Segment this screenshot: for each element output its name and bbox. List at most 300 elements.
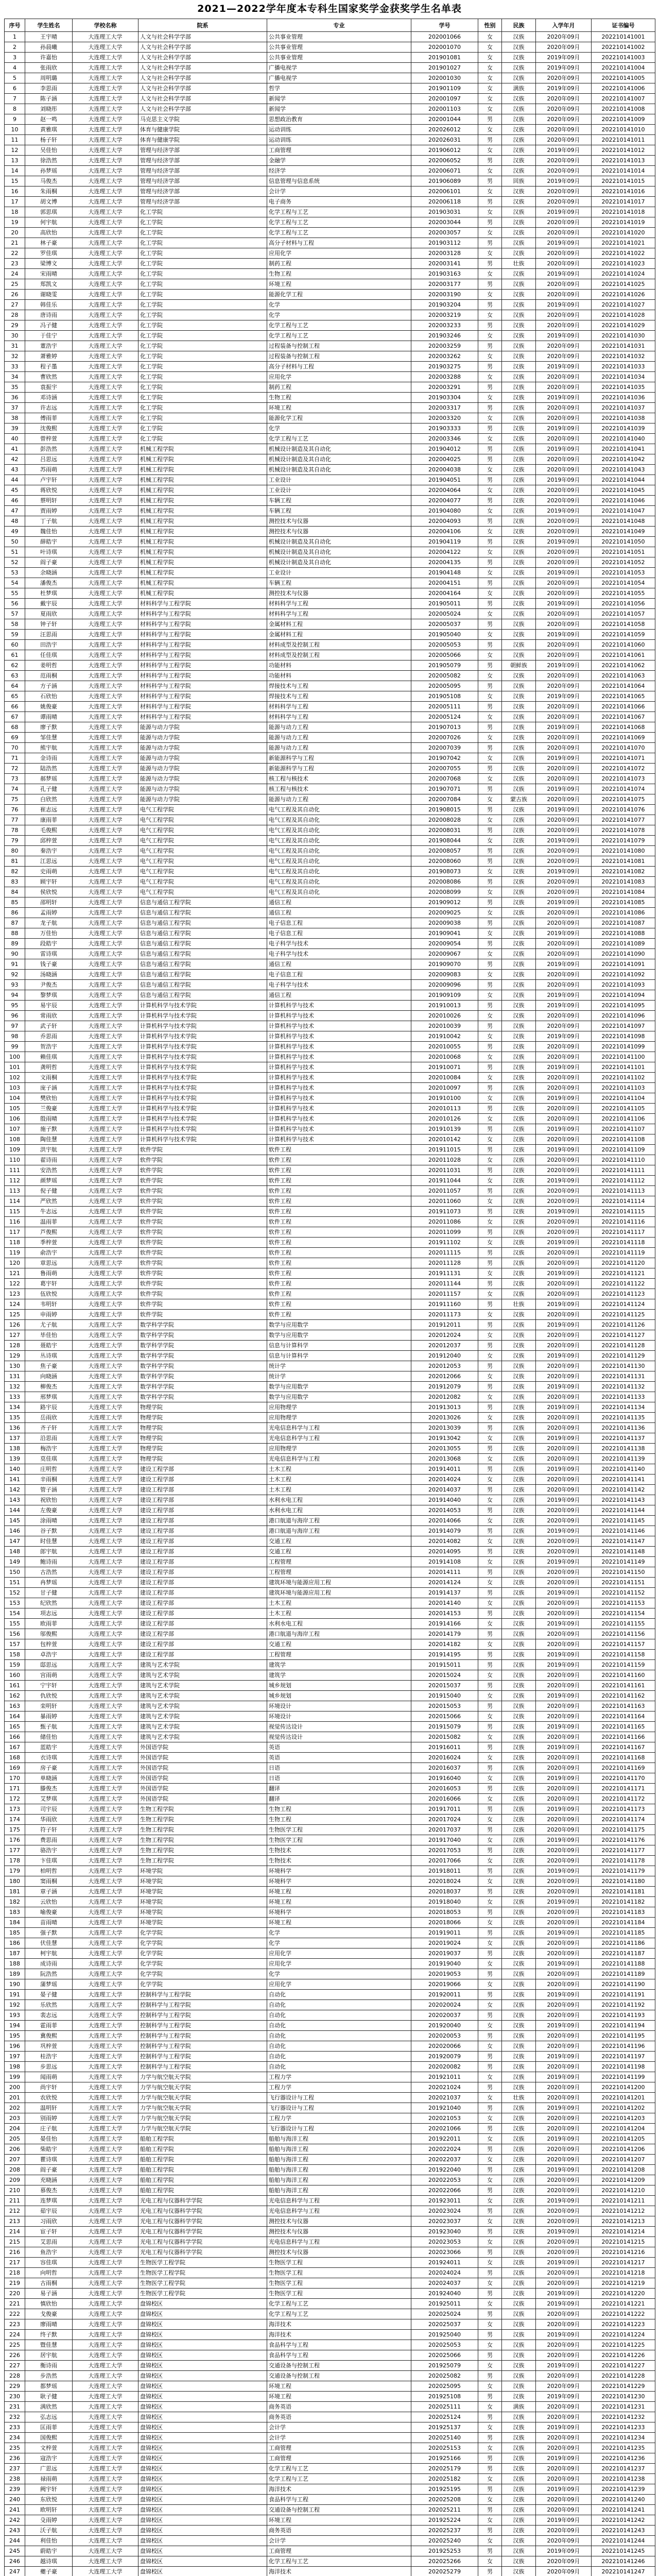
cell-student-id: 202012037 <box>411 1341 478 1351</box>
cell-index: 42 <box>5 454 25 465</box>
cell-enrollment: 2019年09月 <box>536 1660 592 1670</box>
cell-department: 计算机科学与技术学院 <box>138 1011 267 1021</box>
cell-name: 马俊杰 <box>25 176 73 187</box>
cell-enrollment: 2020年09月 <box>536 970 592 980</box>
table-row <box>5 2299 655 2309</box>
cell-student-id: 201908015 <box>411 805 478 815</box>
cell-major: 软件工程 <box>267 1310 411 1320</box>
table-row <box>5 537 655 547</box>
cell-student-id: 202021066 <box>411 2124 478 2134</box>
cell-name: 华雨欣 <box>25 1815 73 1825</box>
cell-major: 电气工程及其自动化 <box>267 846 411 856</box>
table-row <box>5 2536 655 2546</box>
cell-gender: 男 <box>478 1866 502 1876</box>
table-row <box>5 2361 655 2371</box>
table-row <box>5 2526 655 2536</box>
cell-index: 69 <box>5 733 25 743</box>
cell-major: 材料成型及控制工程 <box>267 640 411 650</box>
cell-name: 邵明轩 <box>25 897 73 908</box>
cell-gender: 女 <box>478 1011 502 1021</box>
cell-major: 计算机科学与技术 <box>267 1114 411 1124</box>
cell-name: 管子涵 <box>25 1485 73 1495</box>
table-row <box>5 1897 655 1907</box>
cell-certificate: 202210141168 <box>592 1753 655 1763</box>
cell-enrollment: 2020年09月 <box>536 1701 592 1711</box>
cell-ethnicity: 汉族 <box>502 2392 536 2402</box>
cell-ethnicity: 汉族 <box>502 217 536 228</box>
table-row <box>5 836 655 846</box>
cell-enrollment: 2020年09月 <box>536 980 592 990</box>
cell-enrollment: 2020年09月 <box>536 1073 592 1083</box>
cell-gender: 女 <box>478 506 502 516</box>
cell-name: 阎子豪 <box>25 557 73 568</box>
cell-school: 大连理工大学 <box>73 1423 138 1433</box>
cell-school: 大连理工大学 <box>73 537 138 547</box>
cell-certificate: 202210141241 <box>592 2505 655 2515</box>
cell-certificate: 202210141006 <box>592 83 655 94</box>
table-row <box>5 485 655 496</box>
cell-enrollment: 2020年09月 <box>536 2443 592 2453</box>
cell-certificate: 202210141244 <box>592 2536 655 2546</box>
cell-name: 寇浩宇 <box>25 2453 73 2464</box>
cell-enrollment: 2019年09月 <box>536 2227 592 2237</box>
cell-index: 190 <box>5 1979 25 1990</box>
cell-ethnicity: 蒙古族 <box>502 794 536 805</box>
cell-certificate: 202210141090 <box>592 949 655 959</box>
cell-name: 黎梦琪 <box>25 990 73 1001</box>
cell-student-id: 201925108 <box>411 2392 478 2402</box>
table-row <box>5 846 655 856</box>
table-row <box>5 2495 655 2505</box>
cell-index: 222 <box>5 2309 25 2319</box>
cell-school: 大连理工大学 <box>73 114 138 125</box>
cell-enrollment: 2019年09月 <box>536 599 592 609</box>
cell-index: 209 <box>5 2175 25 2185</box>
cell-school: 大连理工大学 <box>73 764 138 774</box>
table-row <box>5 980 655 990</box>
cell-student-id: 202005082 <box>411 671 478 681</box>
cell-enrollment: 2020年09月 <box>536 1608 592 1619</box>
cell-student-id: 202008086 <box>411 877 478 887</box>
cell-name: 曹欣然 <box>25 372 73 382</box>
cell-school: 大连理工大学 <box>73 2392 138 2402</box>
cell-department: 数学科学学院 <box>138 1361 267 1371</box>
cell-student-id: 202001097 <box>411 94 478 104</box>
cell-department: 建筑与艺术学院 <box>138 1660 267 1670</box>
cell-student-id: 201904119 <box>411 537 478 547</box>
cell-name: 顾宇轩 <box>25 877 73 887</box>
cell-student-id: 201901027 <box>411 63 478 73</box>
cell-enrollment: 2019年09月 <box>536 53 592 63</box>
table-row <box>5 259 655 269</box>
cell-enrollment: 2020年09月 <box>536 1289 592 1299</box>
cell-enrollment: 2020年09月 <box>536 547 592 557</box>
cell-enrollment: 2020年09月 <box>536 1186 592 1196</box>
cell-school: 大连理工大学 <box>73 2536 138 2546</box>
cell-certificate: 202210141222 <box>592 2309 655 2319</box>
cell-school: 大连理工大学 <box>73 527 138 537</box>
cell-major: 生物医学工程 <box>267 2278 411 2289</box>
cell-major: 电子科学与技术 <box>267 939 411 949</box>
cell-major: 土木工程 <box>267 1608 411 1619</box>
cell-school: 大连理工大学 <box>73 1238 138 1248</box>
cell-ethnicity: 汉族 <box>502 1423 536 1433</box>
table-row <box>5 2206 655 2216</box>
cell-ethnicity: 汉族 <box>502 836 536 846</box>
cell-gender: 男 <box>478 1701 502 1711</box>
cell-major: 工程力学 <box>267 2082 411 2093</box>
table-row <box>5 815 655 825</box>
cell-major: 英语 <box>267 1753 411 1763</box>
cell-enrollment: 2019年09月 <box>536 660 592 671</box>
cell-gender: 男 <box>478 1907 502 1918</box>
cell-certificate: 202210141051 <box>592 547 655 557</box>
cell-major: 软件工程 <box>267 1258 411 1268</box>
table-row <box>5 1650 655 1660</box>
cell-major: 海洋技术 <box>267 2484 411 2495</box>
cell-ethnicity: 汉族 <box>502 2556 536 2567</box>
cell-enrollment: 2019年09月 <box>536 176 592 187</box>
cell-name: 越诗琪 <box>25 2556 73 2567</box>
cell-department: 数学科学学院 <box>138 1351 267 1361</box>
cell-student-id: 201925224 <box>411 2515 478 2526</box>
cell-gender: 男 <box>478 1382 502 1392</box>
cell-major: 城乡规划 <box>267 1691 411 1701</box>
cell-index: 143 <box>5 1495 25 1505</box>
table-row <box>5 599 655 609</box>
cell-name: 广思远 <box>25 2464 73 2474</box>
cell-certificate: 202210141166 <box>592 1732 655 1742</box>
cell-gender: 男 <box>478 702 502 712</box>
cell-student-id: 202014095 <box>411 1547 478 1557</box>
cell-department: 物理学院 <box>138 1433 267 1444</box>
cell-student-id: 202004106 <box>411 527 478 537</box>
cell-index: 88 <box>5 928 25 939</box>
cell-index: 174 <box>5 1815 25 1825</box>
table-row <box>5 2082 655 2093</box>
table-row <box>5 1464 655 1475</box>
table-row <box>5 1742 655 1753</box>
cell-department: 化工学院 <box>138 207 267 217</box>
cell-student-id: 202001066 <box>411 32 478 42</box>
cell-student-id: 201911073 <box>411 1207 478 1217</box>
cell-name: 邸思远 <box>25 1660 73 1670</box>
cell-certificate: 202210141126 <box>592 1320 655 1330</box>
cell-certificate: 202210141228 <box>592 2371 655 2381</box>
cell-major: 计算机科学与技术 <box>267 1021 411 1031</box>
cell-school: 大连理工大学 <box>73 619 138 630</box>
cell-gender: 男 <box>478 980 502 990</box>
cell-gender: 女 <box>478 1773 502 1784</box>
cell-department: 材料科学与工程学院 <box>138 640 267 650</box>
cell-certificate: 202210141068 <box>592 722 655 733</box>
cell-gender: 男 <box>478 599 502 609</box>
cell-index: 29 <box>5 320 25 331</box>
cell-ethnicity: 汉族 <box>502 1711 536 1722</box>
cell-name: 谢晓雯 <box>25 290 73 300</box>
cell-major: 交通设备与控制工程 <box>267 2361 411 2371</box>
cell-index: 211 <box>5 2196 25 2206</box>
cell-certificate: 202210141148 <box>592 1547 655 1557</box>
cell-department: 物理学院 <box>138 1423 267 1433</box>
table-row <box>5 2216 655 2227</box>
cell-school: 大连理工大学 <box>73 238 138 248</box>
cell-school: 大连理工大学 <box>73 1918 138 1928</box>
cell-gender: 男 <box>478 825 502 836</box>
cell-enrollment: 2020年09月 <box>536 94 592 104</box>
cell-gender: 男 <box>478 1629 502 1639</box>
cell-major: 船舶与海洋工程 <box>267 2155 411 2165</box>
cell-index: 207 <box>5 2155 25 2165</box>
cell-gender: 男 <box>478 537 502 547</box>
cell-school: 大连理工大学 <box>73 836 138 846</box>
cell-student-id: 202003288 <box>411 372 478 382</box>
cell-index: 227 <box>5 2361 25 2371</box>
cell-major: 统计学 <box>267 1361 411 1371</box>
cell-department: 数学科学学院 <box>138 1341 267 1351</box>
cell-index: 199 <box>5 2072 25 2082</box>
cell-major: 生物医学工程 <box>267 2268 411 2278</box>
cell-enrollment: 2020年09月 <box>536 2010 592 2021</box>
cell-index: 233 <box>5 2422 25 2433</box>
cell-name: 梅浩宇 <box>25 1444 73 1454</box>
cell-student-id: 201903333 <box>411 423 478 434</box>
cell-index: 73 <box>5 774 25 784</box>
cell-ethnicity: 汉族 <box>502 506 536 516</box>
table-row <box>5 1351 655 1361</box>
cell-department: 软件学院 <box>138 1268 267 1279</box>
cell-certificate: 202210141010 <box>592 125 655 135</box>
cell-major: 金融学 <box>267 156 411 166</box>
cell-ethnicity: 汉族 <box>502 1114 536 1124</box>
cell-department: 力学与航空航天学院 <box>138 2103 267 2113</box>
cell-school: 大连理工大学 <box>73 341 138 351</box>
cell-school: 大连理工大学 <box>73 331 138 341</box>
cell-ethnicity: 汉族 <box>502 764 536 774</box>
cell-school: 大连理工大学 <box>73 1639 138 1650</box>
cell-gender: 女 <box>478 1093 502 1104</box>
cell-department: 能源与动力学院 <box>138 743 267 753</box>
cell-gender: 女 <box>478 2021 502 2031</box>
cell-major: 化学工程与工艺 <box>267 2464 411 2474</box>
cell-ethnicity: 汉族 <box>502 125 536 135</box>
cell-index: 158 <box>5 1650 25 1660</box>
cell-index: 10 <box>5 125 25 135</box>
cell-school: 大连理工大学 <box>73 650 138 660</box>
cell-gender: 男 <box>478 2185 502 2196</box>
cell-gender: 女 <box>478 2422 502 2433</box>
cell-name: 骆浩宇 <box>25 1845 73 1856</box>
cell-major: 数学与应用数学 <box>267 1330 411 1341</box>
cell-ethnicity: 汉族 <box>502 2443 536 2453</box>
cell-ethnicity: 汉族 <box>502 1351 536 1361</box>
cell-student-id: 201923040 <box>411 2227 478 2237</box>
cell-name: 兰俊豪 <box>25 1104 73 1114</box>
table-row <box>5 2330 655 2340</box>
cell-department: 软件学院 <box>138 1238 267 1248</box>
cell-index: 146 <box>5 1526 25 1536</box>
cell-index: 89 <box>5 939 25 949</box>
cell-school: 大连理工大学 <box>73 1165 138 1176</box>
cell-ethnicity: 汉族 <box>502 516 536 527</box>
cell-school: 大连理工大学 <box>73 1516 138 1526</box>
cell-student-id: 202004151 <box>411 578 478 588</box>
cell-gender: 女 <box>478 1835 502 1845</box>
cell-gender: 女 <box>478 2000 502 2010</box>
cell-enrollment: 2019年09月 <box>536 836 592 846</box>
cell-enrollment: 2020年09月 <box>536 2113 592 2124</box>
cell-student-id: 202022053 <box>411 2175 478 2185</box>
cell-enrollment: 2020年09月 <box>536 2000 592 2010</box>
table-row <box>5 609 655 619</box>
table-row <box>5 1578 655 1588</box>
table-row <box>5 2093 655 2103</box>
cell-student-id: 201901081 <box>411 53 478 63</box>
cell-certificate: 202210141108 <box>592 1134 655 1145</box>
cell-name: 施子默 <box>25 1124 73 1134</box>
cell-major: 过程装备与控制工程 <box>267 351 411 362</box>
cell-name: 阙宇轩 <box>25 2484 73 2495</box>
cell-gender: 女 <box>478 630 502 640</box>
cell-certificate: 202210141081 <box>592 856 655 867</box>
cell-department: 化工学院 <box>138 403 267 413</box>
cell-index: 70 <box>5 743 25 753</box>
cell-index: 145 <box>5 1516 25 1526</box>
cell-school: 大连理工大学 <box>73 1495 138 1505</box>
cell-student-id: 202014037 <box>411 1485 478 1495</box>
cell-name: 孙晨曦 <box>25 42 73 53</box>
cell-student-id: 202018053 <box>411 1907 478 1918</box>
cell-student-id: 202018066 <box>411 1918 478 1928</box>
cell-major: 工商管理 <box>267 145 411 156</box>
cell-gender: 女 <box>478 2443 502 2453</box>
table-row <box>5 104 655 114</box>
cell-student-id: 202003057 <box>411 228 478 238</box>
cell-certificate: 202210141234 <box>592 2433 655 2443</box>
cell-gender: 女 <box>478 2072 502 2082</box>
cell-major: 自动化 <box>267 2031 411 2041</box>
cell-student-id: 201907013 <box>411 722 478 733</box>
cell-index: 35 <box>5 382 25 393</box>
cell-name: 宫雨萌 <box>25 1670 73 1681</box>
cell-student-id: 202021037 <box>411 2093 478 2103</box>
cell-index: 103 <box>5 1083 25 1093</box>
cell-index: 123 <box>5 1289 25 1299</box>
cell-student-id: 201914137 <box>411 1588 478 1598</box>
cell-major: 机械设计制造及其自动化 <box>267 537 411 547</box>
cell-index: 7 <box>5 94 25 104</box>
cell-student-id: 202016024 <box>411 1753 478 1763</box>
cell-school: 大连理工大学 <box>73 403 138 413</box>
table-row <box>5 2453 655 2464</box>
cell-student-id: 201919040 <box>411 1959 478 1969</box>
cell-department: 信息与通信工程学院 <box>138 949 267 959</box>
cell-student-id: 201925166 <box>411 2453 478 2464</box>
cell-department: 管理与经济学部 <box>138 176 267 187</box>
cell-index: 195 <box>5 2031 25 2041</box>
cell-name: 闻雨萌 <box>25 2072 73 2082</box>
cell-major: 软件工程 <box>267 1238 411 1248</box>
cell-student-id: 202024024 <box>411 2268 478 2278</box>
cell-school: 大连理工大学 <box>73 1413 138 1423</box>
cell-enrollment: 2020年09月 <box>536 856 592 867</box>
cell-school: 大连理工大学 <box>73 1207 138 1217</box>
cell-index: 242 <box>5 2515 25 2526</box>
cell-ethnicity: 汉族 <box>502 362 536 372</box>
table-row <box>5 1887 655 1897</box>
cell-name: 丛诗琪 <box>25 1351 73 1361</box>
cell-ethnicity: 汉族 <box>502 454 536 465</box>
cell-enrollment: 2020年09月 <box>536 2474 592 2484</box>
cell-student-id: 201911044 <box>411 1176 478 1186</box>
cell-certificate: 202210141135 <box>592 1413 655 1423</box>
table-row <box>5 1660 655 1670</box>
table-row <box>5 2124 655 2134</box>
cell-department: 生物工程学院 <box>138 1845 267 1856</box>
cell-major: 化学工程与工艺 <box>267 228 411 238</box>
cell-gender: 男 <box>478 114 502 125</box>
cell-department: 化学学院 <box>138 1928 267 1938</box>
cell-name: 晏子健 <box>25 1990 73 2000</box>
cell-certificate: 202210141146 <box>592 1526 655 1536</box>
cell-certificate: 202210141161 <box>592 1681 655 1691</box>
cell-ethnicity: 汉族 <box>502 1052 536 1062</box>
cell-enrollment: 2020年09月 <box>536 825 592 836</box>
cell-school: 大连理工大学 <box>73 908 138 918</box>
cell-index: 33 <box>5 362 25 372</box>
cell-ethnicity: 汉族 <box>502 1742 536 1753</box>
cell-department: 能源与动力学院 <box>138 722 267 733</box>
cell-ethnicity: 汉族 <box>502 2350 536 2361</box>
cell-index: 84 <box>5 887 25 897</box>
cell-enrollment: 2019年09月 <box>536 1619 592 1629</box>
cell-name: 充晓涵 <box>25 2175 73 2185</box>
cell-school: 大连理工大学 <box>73 1794 138 1804</box>
cell-name: 甄子航 <box>25 1722 73 1732</box>
cell-department: 人文与社会科学学部 <box>138 73 267 83</box>
cell-certificate: 202210141115 <box>592 1207 655 1217</box>
cell-index: 109 <box>5 1145 25 1155</box>
cell-school: 大连理工大学 <box>73 94 138 104</box>
cell-department: 计算机科学与技术学院 <box>138 1104 267 1114</box>
cell-student-id: 201912079 <box>411 1382 478 1392</box>
cell-enrollment: 2020年09月 <box>536 2175 592 2185</box>
cell-enrollment: 2019年09月 <box>536 444 592 454</box>
cell-name: 宦子轩 <box>25 2227 73 2237</box>
cell-school: 大连理工大学 <box>73 187 138 197</box>
table-row <box>5 1505 655 1516</box>
cell-student-id: 201903246 <box>411 331 478 341</box>
cell-major: 软件工程 <box>267 1248 411 1258</box>
table-row <box>5 1093 655 1104</box>
cell-department: 环境学院 <box>138 1876 267 1887</box>
cell-gender: 男 <box>478 1660 502 1670</box>
cell-index: 226 <box>5 2350 25 2361</box>
cell-department: 盘锦校区 <box>138 2340 267 2350</box>
cell-name: 毕佳怡 <box>25 1330 73 1341</box>
cell-enrollment: 2019年09月 <box>536 1495 592 1505</box>
cell-gender: 男 <box>478 2330 502 2340</box>
cell-index: 34 <box>5 372 25 382</box>
cell-major: 自动化 <box>267 2021 411 2031</box>
cell-index: 229 <box>5 2381 25 2392</box>
table-row <box>5 650 655 660</box>
cell-certificate: 202210141144 <box>592 1505 655 1516</box>
table-row <box>5 1186 655 1196</box>
cell-school: 大连理工大学 <box>73 1062 138 1073</box>
cell-ethnicity: 汉族 <box>502 444 536 454</box>
cell-department: 化工学院 <box>138 248 267 259</box>
